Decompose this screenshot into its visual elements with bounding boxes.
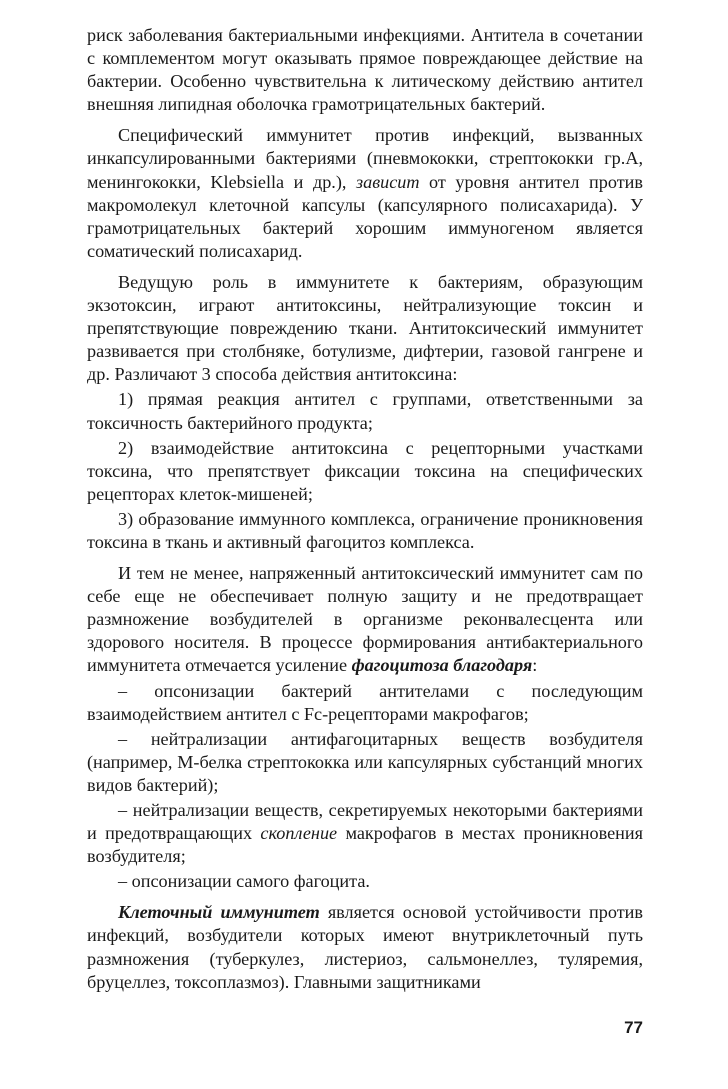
emphasis-cellular-immunity: Клеточный иммунитет bbox=[118, 902, 320, 923]
paragraph-specific-immunity-text-a: Специфический иммунитет против инфекций, вызванных инкапсулированными бактериями (пневмококки, стрептококки гр.А, менингококки, Klebsiella и др.), bbox=[87, 125, 643, 192]
emphasis-phagocytosis-due-to: фагоцитоза благодаря bbox=[351, 655, 533, 676]
page-text bbox=[87, 24, 643, 994]
paragraph-antitoxin-role: Ведущую роль в иммунитете к бактериям, образующим экзотоксин, играют антитоксины, нейтрализующие токсин и препятствующие повреждению ткани. Антитоксический иммунитет развивается при столбняке, ботулизме, дифтерии, газовой гангрене и др. Различают 3 способа действия антитоксина: bbox=[87, 271, 643, 385]
list-item-direct-reaction: 1) прямая реакция антител с группами, ответственными за токсичность бактерийного продукта; bbox=[87, 389, 643, 433]
list-item-neutralization-antiphagocytic: – нейтрализации антифагоцитарных веществ возбудителя (например, М-белка стрептококка или капсулярных субстанций многих видов бактерий); bbox=[87, 728, 643, 795]
list-item-opsonization-bacteria: – опсонизации бактерий антителами с последующим взаимодействием антител с Fc-рецепторами макрофагов; bbox=[87, 680, 643, 724]
paragraph-cellular-immunity-text: является основой устойчивости против инфекций, возбудители которых имеют внутриклеточный путь размножения (туберкулез, листериоз, сальмонеллез, туляремия, бруцеллез, токсоплазмоз). Главными защитниками bbox=[87, 902, 643, 992]
paragraph-antibody-bacteria: риск заболевания бактериальными инфекциями. Антитела в сочетании с комплементом могут оказывать прямое повреждающее действие на бактерии. Особенно чувствительна к литическому действию антител внешняя липидная оболочка грамотрицательных бактерий. bbox=[87, 25, 643, 115]
list-item-neutralization-secreted-text-b: макрофагов в местах проникновения возбудителя; bbox=[87, 823, 643, 867]
paragraph-phagocytosis-text-a: И тем не менее, напряженный антитоксический иммунитет сам по себе еще не обеспечивает полную защиту и не предотвращает размножение возбудителей в организме реконвалесцента или здорового носителя. В процессе формирования антибактериального иммунитета отмечается усиление bbox=[87, 563, 643, 676]
paragraph-phagocytosis bbox=[87, 562, 643, 677]
list-item-immune-complex: 3) образование иммунного комплекса, ограничение проникновения токсина в ткань и активный фагоцитоз комплекса. bbox=[87, 508, 643, 552]
paragraph-cellular-immunity bbox=[87, 901, 643, 993]
emphasis-accumulation: скопление bbox=[260, 823, 338, 844]
page-number: 77 bbox=[624, 1018, 643, 1037]
list-item-neutralization-secreted bbox=[87, 799, 643, 868]
list-item-neutralization-secreted-text-a: – нейтрализации веществ, секретируемых некоторыми бактериями и предотвращающих bbox=[87, 800, 643, 844]
list-item-opsonization-phagocyte: – опсонизации самого фагоцита. bbox=[118, 871, 370, 892]
emphasis-depends: зависит bbox=[356, 171, 420, 192]
paragraph-specific-immunity-text-b: от уровня антител против макромолекул клеточной капсулы (капсулярного полисахарида). У грамотрицательных бактерий хорошим иммуногеном является соматический полисахарид. bbox=[87, 171, 643, 261]
paragraph-phagocytosis-text-b: : bbox=[532, 655, 538, 676]
list-item-receptor-interaction: 2) взаимодействие антитоксина с рецепторными участками токсина, что препятствует фиксации токсина на специфических рецепторах клеток-мишеней; bbox=[87, 437, 643, 504]
paragraph-specific-immunity bbox=[87, 124, 643, 263]
